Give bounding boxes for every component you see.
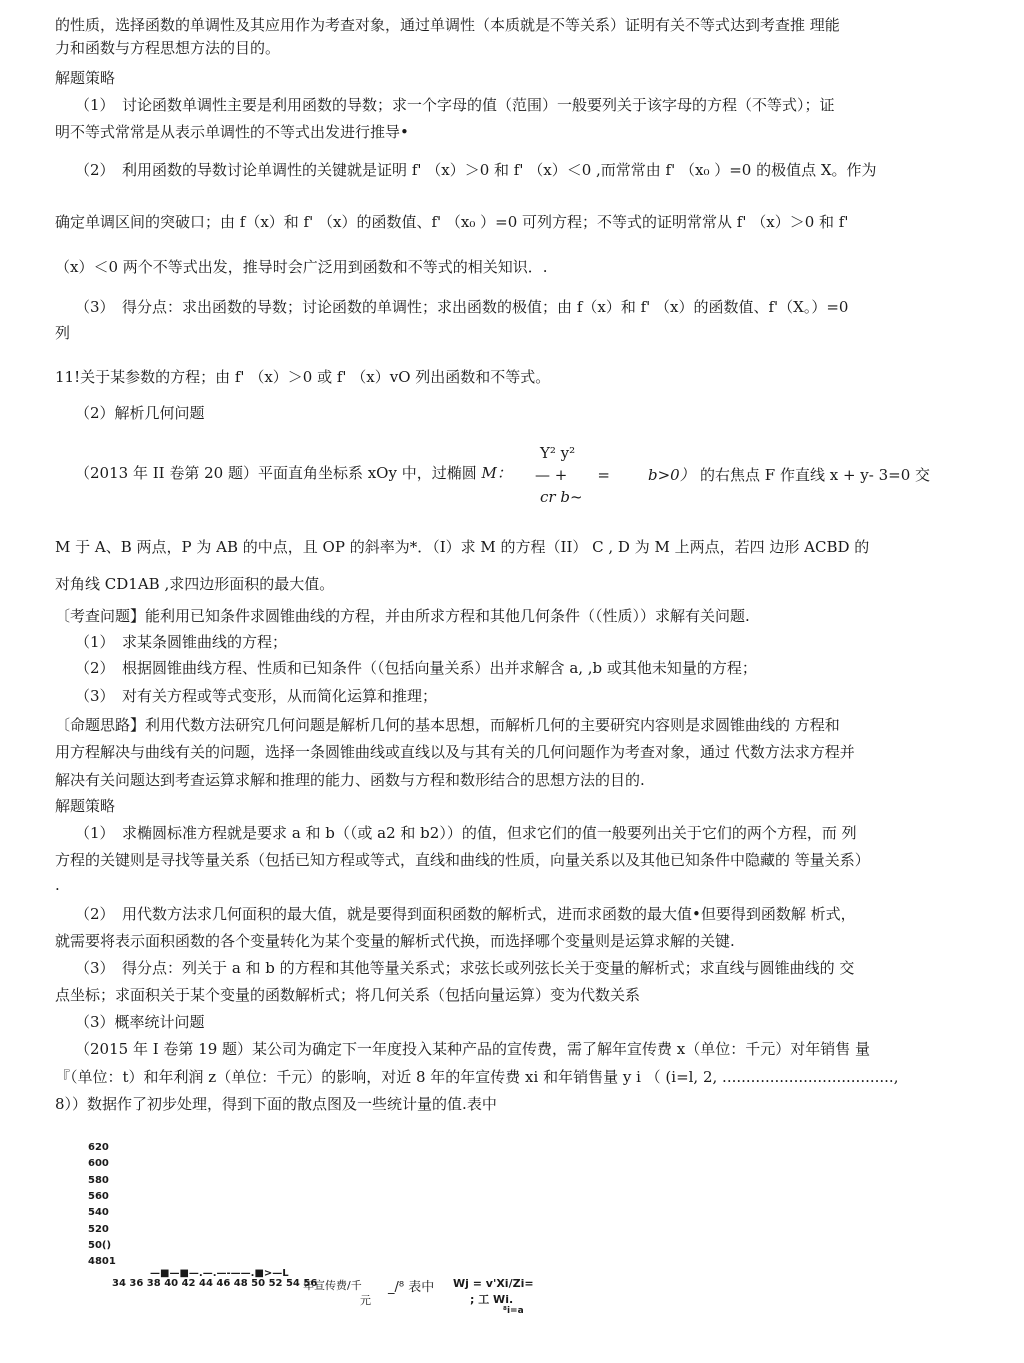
text-line: 对角线 CD1AB ,求四边形面积的最大值。 [55,575,335,593]
ellipse-before: （2013 年 II 卷第 20 题）平面直角坐标系 xOy 中，过椭圆 [75,464,477,482]
text-line: 用方程解决与曲线有关的问题，选择一条圆锥曲线或直线以及与其有关的几何问题作为考查对象，通过 代数方法求方程并 [55,743,855,761]
text-line: （2） 利用函数的导数讨论单调性的关键就是证明 f' （x）＞0 和 f' （x）＜0 ,而常常由 f' （x₀ ）=0 的极值点 X。作为 [75,161,877,179]
ellipse-condition: b>0） [648,466,695,484]
text-line: （2015 年 I 卷第 19 题）某公司为确定下一年度投入某种产品的宣传费，需了解年宣传费 x（单位：千元）对年销售 量 [75,1040,871,1058]
text-line: 确定单调区间的突破口；由 f（x）和 f' （x）的函数值、f' （x₀ ）=0 可列方程；不等式的证明常常从 f' （x）＞0 和 f' [55,213,849,231]
text-line: （1） 求某条圆锥曲线的方程； [75,633,288,651]
footer-note: _/⁸ 表中 [388,1280,435,1295]
x-tick-labels: 34 36 38 40 42 44 46 48 50 52 54 56 [112,1278,318,1289]
fraction-bar: — + = [535,466,610,484]
fraction-denominators: cr b~ [540,488,583,506]
y-tick-label: 4801 [88,1256,116,1268]
text-line: （1） 讨论函数单调性主要是利用函数的导数；求一个字母的值（范围）一般要列关于该字母的方程（不等式）；证 [75,96,835,114]
text-line: （x）＜0 两个不等式出发，推导时会广泛用到函数和不等式的相关知识．. [55,258,548,276]
text-line: （2） 根据圆锥曲线方程、性质和已知条件（（包括向量关系）出并求解含 a, ,b 或其他未知量的方程； [75,659,757,677]
y-tick-label: 50() [88,1239,112,1251]
text-line: （1） 求椭圆标准方程就是要求 a 和 b（（或 a2 和 b2））的值，但求它们的值一般要列出关于它们的两个方程，而 列 [75,824,857,842]
text-line-ellipse [75,463,512,483]
footer-sum: ; 工 Wi. [470,1293,514,1306]
text-line: . [55,876,60,894]
text-line: 11!关于某参数的方程；由 f' （x）＞0 或 f' （x）vO 列出函数和不等式。 [55,368,551,386]
y-tick-label: 620 [88,1142,109,1153]
text-line: （2） 用代数方法求几何面积的最大值，就是要得到面积函数的解析式，进而求函数的最大值•但要得到函数解 析式， [75,905,856,923]
y-tick-label: 520 [88,1223,109,1235]
text-line: 解决有关问题达到考查运算求解和推理的能力、函数与方程和数形结合的思想方法的目的. [55,771,645,789]
y-tick-label: 580 [88,1174,109,1186]
text-line: 『（单位：t）和年利润 z（单位：千元）的影响，对近 8 年的年宣传费 xi 和年销售量 y i （ (i=l, 2, ...................................., [55,1068,899,1086]
x-axis-label: 年宣传费/千 [303,1279,362,1292]
text-line: 力和函数与方程思想方法的目的。 [55,39,281,57]
y-tick-label: 600 [88,1158,109,1170]
text-line: （3） 对有关方程或等式变形，从而简化运算和推理； [75,687,438,705]
section-heading: 解题策略 [55,69,116,87]
ellipse-m: M： [481,464,512,482]
text-line: 〔命题思路】利用代数方法研究几何问题是解析几何的基本思想，而解析几何的主要研究内容则是求圆锥曲线的 方程和 [55,716,840,734]
fraction-numerators: Y² y² [540,444,576,462]
text-line: 8））数据作了初步处理，得到下面的散点图及一些统计量的值.表中 [55,1095,497,1113]
text-line: 方程的关键则是寻找等量关系（包括已知方程或等式，直线和曲线的性质，向量关系以及其他已知条件中隐藏的 等量关系） [55,851,870,869]
footer-formula: Wj = v'Xi/Zi= [453,1277,534,1290]
section-heading: 解题策略 [55,797,116,815]
y-tick-label: 560 [88,1190,109,1202]
ellipse-after: 的右焦点 F 作直线 x + y- 3=0 交 [700,466,931,484]
text-line: 〔考查问题】能利用已知条件求圆锥曲线的方程，并由所求方程和其他几何条件（（性质））求解有关问题. [55,607,750,625]
text-line: （3） 得分点：求出函数的导数；讨论函数的单调性；求出函数的极值；由 f（x）和 f' （x）的函数值、f'（X。）=0 [75,298,849,316]
text-line: 就需要将表示面积函数的各个变量转化为某个变量的解析式代换，而选择哪个变量则是运算求解的关键. [55,932,735,950]
text-line: 的性质，选择函数的单调性及其应用作为考查对象，通过单调性（本质就是不等关系）证明有关不等式达到考查推 理能 [55,16,840,34]
chart-axis-glyphs: —■—■—.—.—-——.■>—L [150,1268,289,1279]
footer-index: ⁸i=a [503,1306,524,1316]
y-tick-label: 540 [88,1207,109,1219]
text-line: （3） 得分点：列关于 a 和 b 的方程和其他等量关系式；求弦长或列弦长关于变量的解析式；求直线与圆锥曲线的 交 [75,959,855,977]
section-heading: （2）解析几何问题 [75,404,205,422]
text-line: 明不等式常常是从表示单调性的不等式出发进行推导• [55,123,409,141]
text-line: M 于 A、B 两点，P 为 AB 的中点，且 OP 的斜率为*．（I）求 M 的方程（II） C , D 为 M 上两点，若四 边形 ACBD 的 [55,538,870,556]
text-line: 点坐标；求面积关于某个变量的函数解析式；将几何关系（包括向量运算）变为代数关系 [55,986,641,1004]
section-heading: （3）概率统计问题 [75,1013,205,1031]
text-line: 列 [55,324,71,342]
x-axis-label-unit: 元 [360,1294,371,1307]
